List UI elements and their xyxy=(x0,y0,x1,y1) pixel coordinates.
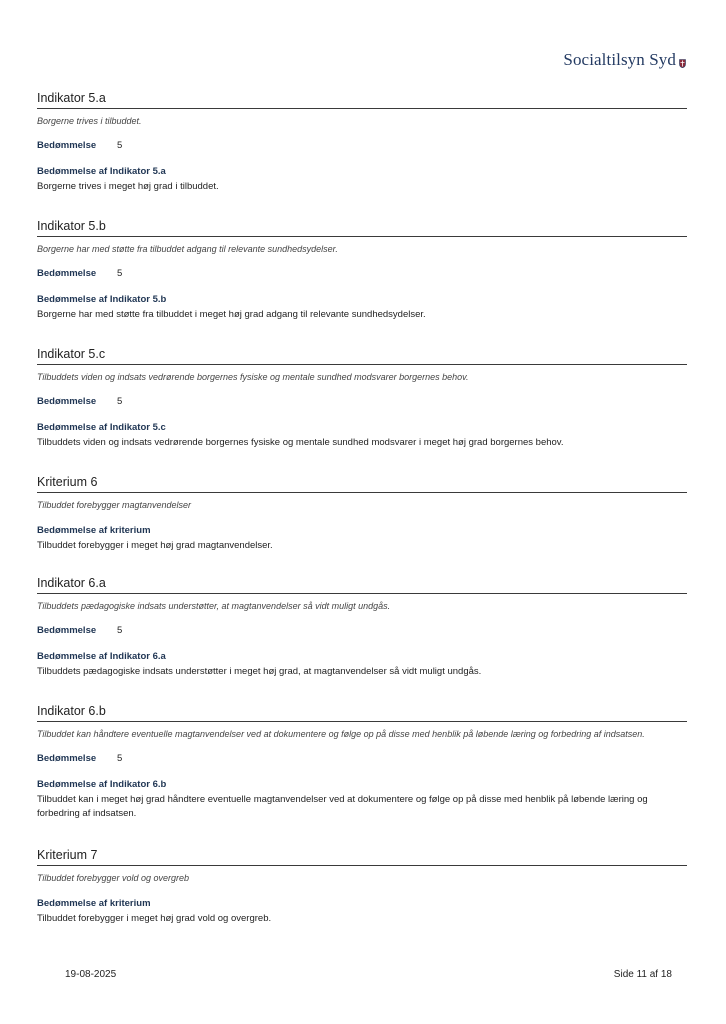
section-heading: Indikator 5.a xyxy=(37,91,687,109)
indicator-section xyxy=(37,576,687,679)
criterion-section xyxy=(37,475,687,553)
rating-row xyxy=(37,140,687,151)
assessment-text: Tilbuddet forebygger i meget høj grad magtanvendelser. xyxy=(37,540,273,551)
rating-label: Bedømmelse xyxy=(37,396,97,407)
assessment-heading: Bedømmelse af kriterium xyxy=(37,898,151,909)
assessment-text: Tilbuddets pædagogiske indsats understøtter i meget høj grad, at magtanvendelser så vidt muligt undgås. xyxy=(37,666,482,677)
rating-value: 5 xyxy=(117,396,123,407)
section-heading: Kriterium 6 xyxy=(37,475,687,493)
section-description: Tilbuddet forebygger vold og overgreb xyxy=(37,873,190,883)
assessment-heading: Bedømmelse af Indikator 5.b xyxy=(37,294,167,305)
section-heading: Indikator 5.c xyxy=(37,347,687,365)
assessment-text: Tilbuddet kan i meget høj grad håndtere eventuelle magtanvendelser ved at dokumentere og følge op på disse med henblik på løbende læring og forbedring af indsatsen. xyxy=(37,794,648,819)
indicator-section xyxy=(37,219,687,322)
logo-text: Socialtilsyn Syd xyxy=(563,50,676,69)
rating-row xyxy=(37,268,687,279)
assessment-heading: Bedømmelse af kriterium xyxy=(37,525,151,536)
assessment-heading: Bedømmelse af Indikator 6.a xyxy=(37,651,166,662)
assessment-text: Borgerne har med støtte fra tilbuddet i meget høj grad adgang til relevante sundhedsydelser. xyxy=(37,309,426,320)
assessment-heading: Bedømmelse af Indikator 5.a xyxy=(37,166,166,177)
rating-value: 5 xyxy=(117,753,123,764)
rating-label: Bedømmelse xyxy=(37,140,97,151)
section-description: Tilbuddet kan håndtere eventuelle magtanvendelser ved at dokumentere og følge op på disse med henblik på løbende læring og forbedring af indsatsen. xyxy=(37,729,645,739)
criterion-section xyxy=(37,848,687,926)
section-heading: Kriterium 7 xyxy=(37,848,687,866)
rating-value: 5 xyxy=(117,140,123,151)
rating-row xyxy=(37,753,687,764)
assessment-heading: Bedømmelse af Indikator 6.b xyxy=(37,779,167,790)
shield-icon xyxy=(679,59,686,68)
rating-label: Bedømmelse xyxy=(37,268,97,279)
rating-label: Bedømmelse xyxy=(37,753,97,764)
rating-row xyxy=(37,625,687,636)
rating-value: 5 xyxy=(117,268,123,279)
indicator-section xyxy=(37,347,687,450)
assessment-text: Tilbuddet forebygger i meget høj grad vold og overgreb. xyxy=(37,913,272,924)
assessment-text: Tilbuddets viden og indsats vedrørende borgernes fysiske og mentale sundhed modsvarer i meget høj grad borgernes behov. xyxy=(37,437,564,448)
section-description: Borgerne har med støtte fra tilbuddet adgang til relevante sundhedsydelser. xyxy=(37,244,338,254)
section-description: Tilbuddets pædagogiske indsats understøtter, at magtanvendelser så vidt muligt undgås. xyxy=(37,601,391,611)
assessment-text: Borgerne trives i meget høj grad i tilbuddet. xyxy=(37,181,219,192)
section-heading: Indikator 5.b xyxy=(37,219,687,237)
page-number: Side 11 af 18 xyxy=(613,969,672,980)
section-description: Tilbuddet forebygger magtanvendelser xyxy=(37,500,192,510)
section-description: Borgerne trives i tilbuddet. xyxy=(37,116,142,126)
rating-row xyxy=(37,396,687,407)
section-description: Tilbuddets viden og indsats vedrørende borgernes fysiske og mentale sundhed modsvarer borgernes behov. xyxy=(37,372,469,382)
logo xyxy=(563,50,686,70)
indicator-section xyxy=(37,704,687,821)
footer-date: 19-08-2025 xyxy=(65,969,117,980)
section-heading: Indikator 6.b xyxy=(37,704,687,722)
assessment-heading: Bedømmelse af Indikator 5.c xyxy=(37,422,166,433)
section-heading: Indikator 6.a xyxy=(37,576,687,594)
indicator-section xyxy=(37,91,687,194)
rating-value: 5 xyxy=(117,625,123,636)
rating-label: Bedømmelse xyxy=(37,625,97,636)
